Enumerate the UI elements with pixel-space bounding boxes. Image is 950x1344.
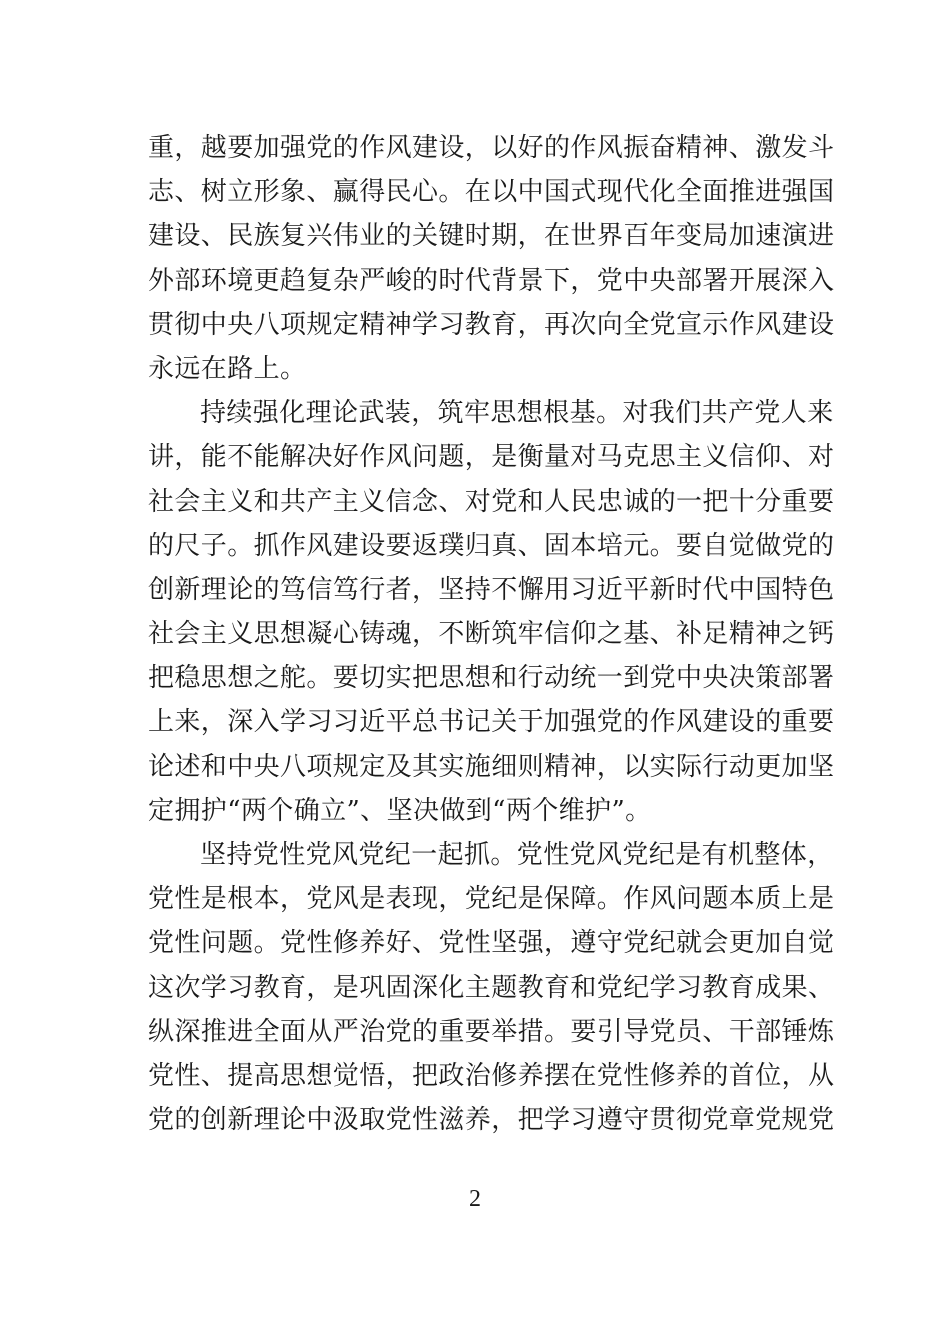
page-number: 2: [469, 1186, 481, 1212]
text-line: 志、树立形象、赢得民心。在以中国式现代化全面推进强国: [148, 177, 835, 208]
text-line: 讲，能不能解决好作风问题，是衡量对马克思主义信仰、对: [148, 442, 835, 473]
text-line: 创新理论的笃信笃行者，坚持不懈用习近平新时代中国特色: [148, 574, 835, 605]
text-line: 党性问题。党性修养好、党性坚强，遵守党纪就会更加自觉: [148, 928, 835, 959]
text-line: 贯彻中央八项规定精神学习教育，再次向全党宣示作风建设: [148, 309, 835, 340]
text-line: 上来，深入学习习近平总书记关于加强党的作风建设的重要: [148, 707, 835, 738]
text-line: 纵深推进全面从严治党的重要举措。要引导党员、干部锤炼: [148, 1016, 835, 1047]
text-line: 社会主义和共产主义信念、对党和人民忠诚的一把十分重要: [148, 486, 835, 517]
text-line: 把稳思想之舵。要切实把思想和行动统一到党中央决策部署: [148, 663, 835, 694]
text-line: 重，越要加强党的作风建设，以好的作风振奋精神、激发斗: [148, 133, 835, 163]
text-line: 外部环境更趋复杂严峻的时代背景下，党中央部署开展深入: [148, 265, 835, 296]
text-line: 的尺子。抓作风建设要返璞归真、固本培元。要自觉做党的: [148, 530, 835, 561]
paragraph-heading-line: 坚持党性党风党纪一起抓。党性党风党纪是有机整体，: [200, 840, 834, 870]
body-text: [148, 126, 835, 1142]
text-line: 党的创新理论中汲取党性滋养，把学习遵守贯彻党章党规党: [148, 1105, 835, 1136]
text-line: 永远在路上。: [148, 353, 307, 384]
text-line: 党性是根本，党风是表现，党纪是保障。作风问题本质上是: [148, 884, 835, 915]
text-line: 定拥护“两个确立”、坚决做到“两个维护”。: [148, 795, 652, 826]
text-line: 社会主义思想凝心铸魂，不断筑牢信仰之基、补足精神之钙: [148, 619, 835, 650]
text-line: 这次学习教育，是巩固深化主题教育和党纪学习教育成果、: [148, 972, 835, 1003]
text-line: 建设、民族复兴伟业的关键时期，在世界百年变局加速演进: [148, 221, 835, 252]
text-line: 论述和中央八项规定及其实施细则精神，以实际行动更加坚: [148, 751, 835, 782]
paragraph-heading-line: 持续强化理论武装，筑牢思想根基。对我们共产党人来: [200, 398, 834, 429]
text-line: 党性、提高思想觉悟，把政治修养摆在党性修养的首位，从: [148, 1060, 835, 1091]
